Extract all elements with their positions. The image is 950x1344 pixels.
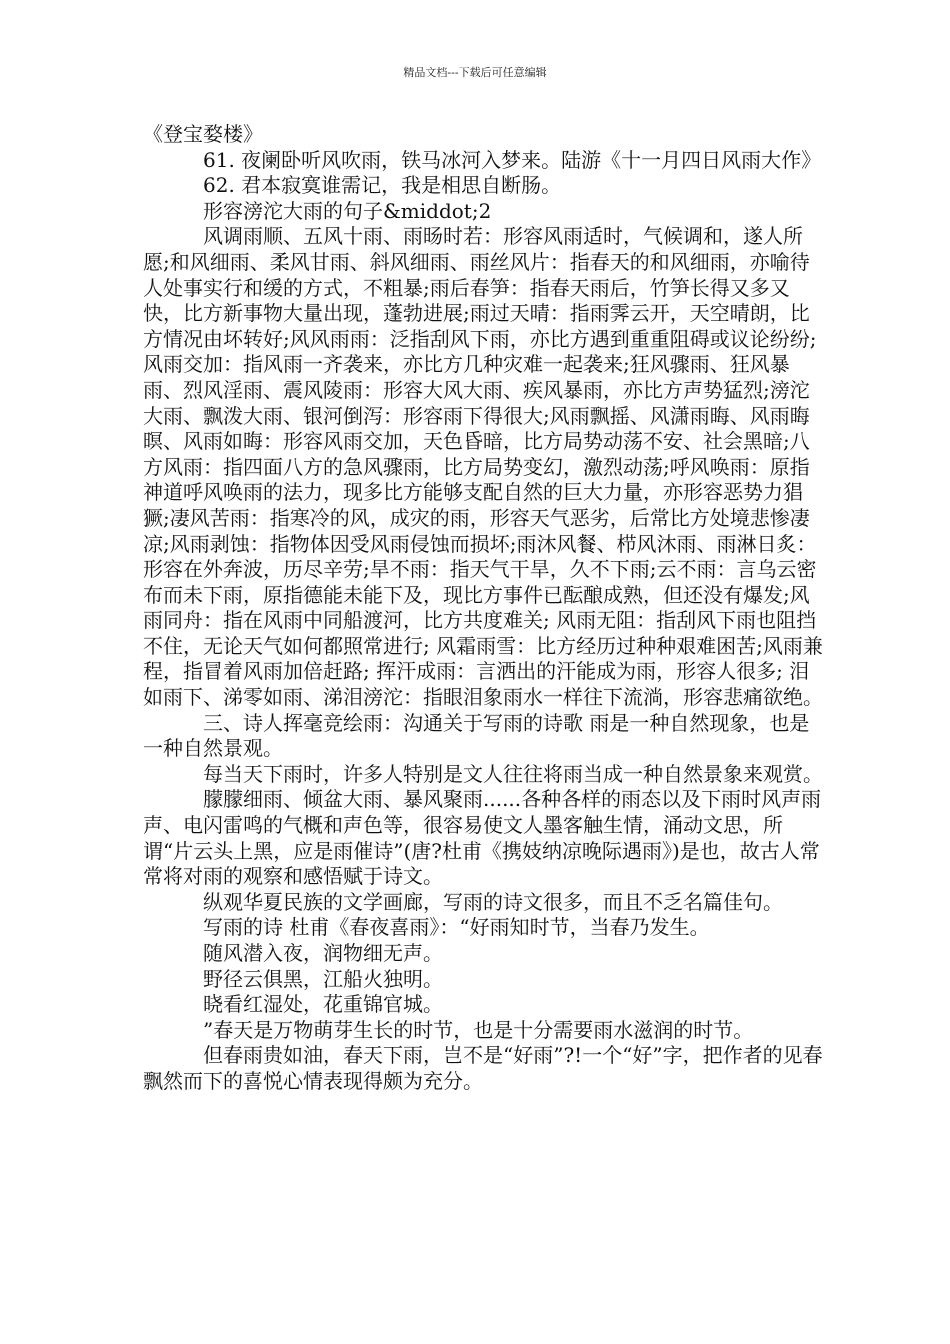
paragraph: 61. 夜阑卧听风吹雨，铁马冰河入梦来。陆游《十一月四日风雨大作》 bbox=[203, 147, 822, 172]
paragraph: 风调雨顺、五风十雨、雨旸时若：形容风雨适时，气候调和，遂人所愿;和风细雨、柔风甘雨、斜风细雨、雨丝风片：指春天的和风细雨，亦喻待人处事实行和缓的方式，不粗暴;雨后春笋：指春天雨后，竹笋长得又多又快，比方新事物大量出现，蓬勃进展;雨过天晴：指雨霁云开，天空晴朗，比方情况由坏转好;风风雨雨：泛指刮风下雨，亦比方遇到重重阻碍或议论纷纷;风雨交加：指风雨一齐袭来，亦比方几种灾难一起袭来;狂风骤雨、狂风暴雨、烈风淫雨、震风陵雨：形容大风大雨、疾风暴雨，亦比方声势猛烈;滂沱大雨、飘泼大雨、银河倒泻：形容雨下得很大;风雨飘摇、风潇雨晦、风雨晦暝、风雨如晦：形容风雨交加，天色昏暗，比方局势动荡不安、社会黑暗;八方风雨：指四面八方的急风骤雨，比方局势变幻，激烈动荡;呼风唤雨：原指神道呼风唤雨的法力，现多比方能够支配自然的巨大力量，亦形容恶势力猖獗;凄风苦雨：指寒冷的风，成灾的雨，形容天气恶劣，后常比方处境悲惨凄凉;风雨剥蚀：指物体因受风雨侵蚀而损坏;雨沐风餐、栉风沐雨、雨淋日炙：形容在外奔波，历尽辛劳;旱不雨：指天气干旱，久不下雨;云不雨：言乌云密布而未下雨，原指德能未能下及，现比方事件已酝酿成熟，但还没有爆发;风雨同舟：指在风雨中同船渡河，比方共度难关; 风雨无阻：指刮风下雨也阻挡不住，无论天气如何都照常进行; 风霜雨雪：比方经历过种种艰难困苦;风雨兼程，指冒着风雨加倍赶路; 挥汗成雨：言洒出的汗能成为雨，形容人很多; 泪如雨下、涕零如雨、涕泪滂沱：指眼泪象雨水一样往下流淌，形容悲痛欲绝。 bbox=[143, 224, 823, 710]
paragraph: 每当天下雨时，许多人特别是文人往往将雨当成一种自然景象来观赏。 bbox=[203, 761, 823, 786]
paragraph: 随风潜入夜，润物细无声。 bbox=[203, 941, 443, 965]
paragraph: ”春天是万物萌芽生长的时节，也是十分需要雨水滋润的时节。 bbox=[203, 1017, 754, 1042]
document-body bbox=[143, 122, 823, 1095]
paragraph: 纵观华夏民族的文学画廊，写雨的诗文很多，而且不乏名篇佳句。 bbox=[203, 889, 783, 914]
paragraph: 写雨的诗 杜甫《春夜喜雨》：“好雨知时节，当春乃发生。 bbox=[203, 915, 710, 940]
paragraph: 62. 君本寂寞谁需记，我是相思自断肠。 bbox=[203, 173, 562, 198]
paragraph: 《登宝婺楼》 bbox=[143, 122, 263, 146]
paragraph: 朦朦细雨、倾盆大雨、暴风聚雨......各种各样的雨态以及下雨时风声雨声、电闪雷鸣的气概和声色等，很容易使文人墨客触生情，涌动文思，所谓“片云头上黑，应是雨催诗”(唐?杜甫《携妓纳凉晚际遇雨》)是也，故古人常常将对雨的观察和感悟赋于诗文。 bbox=[143, 787, 822, 889]
page-header: 精品文档---下载后可任意编辑 bbox=[403, 66, 547, 79]
paragraph: 三、诗人挥毫竞绘雨：沟通关于写雨的诗歌 雨是一种自然现象，也是一种自然景观。 bbox=[143, 710, 810, 761]
paragraph: 晓看红湿处，花重锦官城。 bbox=[203, 992, 443, 1017]
paragraph: 但春雨贵如油，春天下雨，岂不是“好雨”?!一个“好”字，把作者的见春飘然而下的喜悦心情表现得颇为充分。 bbox=[143, 1043, 823, 1093]
paragraph: 形容滂沱大雨的句子&middot;2 bbox=[203, 198, 492, 223]
paragraph: 野径云俱黑，江船火独明。 bbox=[203, 966, 443, 991]
